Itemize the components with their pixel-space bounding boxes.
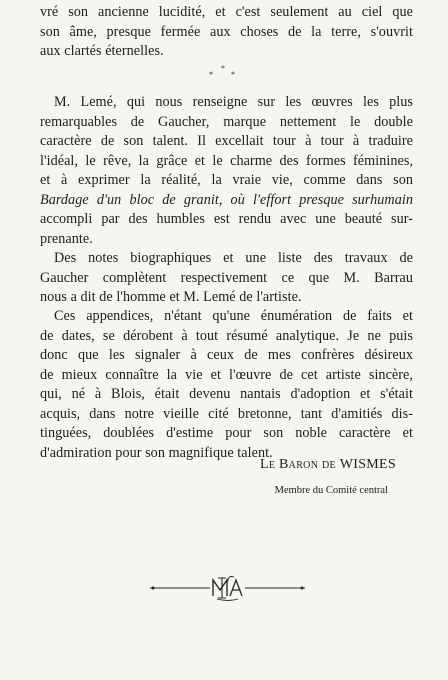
text-line: Ces appendices, n'étant qu'une énumération de faits et — [54, 308, 413, 324]
text-line: caractère de son talent. Il excellait tour à tour à traduire — [40, 133, 413, 149]
text-line: tinguées, doublées d'estime pour son noble caractère et — [40, 425, 413, 441]
asterisk-glyph: * — [221, 64, 225, 73]
text-line: vré son ancienne lucidité, et c'est seulement au ciel que — [40, 4, 413, 20]
monogram-ornament-icon — [150, 574, 305, 602]
asterism-separator — [209, 65, 239, 79]
text-line: prenante. — [40, 230, 93, 247]
text-line: Gaucher complètent respectivement ce que M. Barrau — [40, 269, 413, 286]
signature-name — [260, 457, 396, 473]
text-line: remarquables de Gaucher, marque nettement le double — [40, 113, 413, 130]
text-line: son âme, presque fermée aux choses de la terre, s'ouvrit — [40, 23, 413, 40]
paragraph-continuation — [40, 3, 413, 62]
paragraph-leme — [40, 93, 413, 249]
text-line: l'idéal, le rêve, la grâce et le charme des formes féminines, — [40, 152, 413, 169]
text-line: accompli par des humbles est rendu avec une beauté sur- — [40, 211, 413, 227]
text-line: de dates, se dérobent à tout résumé analytique. Je ne puis — [40, 327, 413, 344]
text-line: aux clartés éternelles. — [40, 43, 164, 59]
text-line: d'admiration pour son magnifique talent. — [40, 444, 273, 461]
signature-role: Membre du Comité central — [274, 485, 388, 496]
text-line: M. Lemé, qui nous renseigne sur les œuvres les plus — [54, 94, 413, 110]
paragraph-notes — [40, 249, 413, 308]
paragraph-appendices — [40, 307, 413, 463]
text-line: Des notes biographiques et une liste des travaux de — [54, 250, 413, 266]
asterisk-glyph: * — [209, 70, 213, 79]
signature-name-prefix: Le Baron de — [259, 457, 340, 472]
text-line-italic: Bardage d'un bloc de granit, où l'effort presque surhumain — [40, 191, 413, 208]
text-line: et à exprimer la réalité, la vraie vie, comme dans son — [40, 172, 413, 188]
signature-block — [259, 457, 396, 496]
text-line: acquis, dans notre vieille cité bretonne, tant d'amitiés dis- — [40, 405, 413, 422]
asterisk-glyph: * — [231, 70, 235, 79]
text-line: qui, né à Blois, était devenu nantais d'adoption et s'était — [40, 386, 413, 402]
signature-name-surname: WISMES — [339, 457, 396, 472]
text-line: de mieux connaître la vie et l'œuvre de cet artiste sincère, — [40, 366, 413, 383]
text-line: donc que les signaler à ceux de mes confrères désireux — [40, 347, 413, 363]
text-line: nous a dit de l'homme et M. Lemé de l'artiste. — [40, 289, 302, 305]
